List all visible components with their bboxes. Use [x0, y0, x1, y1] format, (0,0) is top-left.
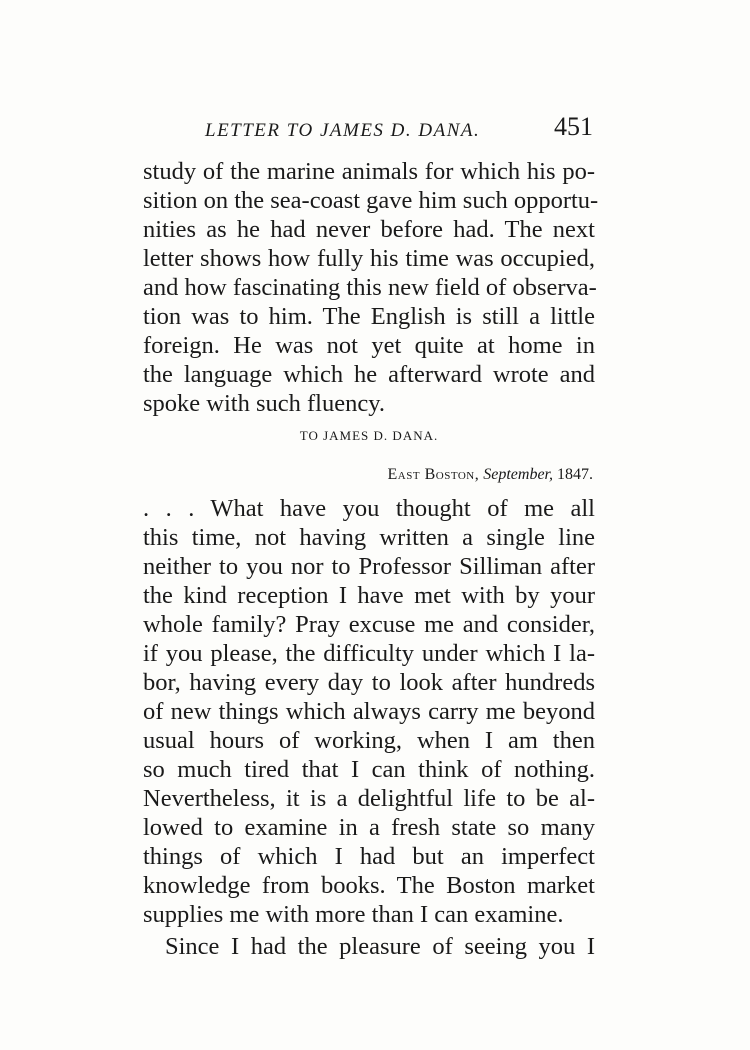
- text-line: Nevertheless, it is a delightful life to be al-: [143, 785, 595, 812]
- text-line: usual hours of working, when I am then: [143, 727, 595, 754]
- dateline-place: East Boston,: [387, 466, 480, 483]
- text-line: supplies me with more than I can examine.: [143, 901, 564, 928]
- text-line: if you please, the difficulty under which I la-: [143, 640, 595, 667]
- page-header: [143, 112, 595, 148]
- text-line: tion was to him. The English is still a little: [143, 303, 595, 330]
- letter-heading: TO JAMES D. DANA.: [299, 428, 439, 443]
- text-line: lowed to examine in a fresh state so many: [143, 814, 595, 841]
- page-number: 451: [554, 112, 593, 141]
- text-line: Since I had the pleasure of seeing you I: [165, 933, 595, 960]
- dateline-year: 1847.: [557, 466, 593, 483]
- text-line: study of the marine animals for which his po-: [143, 158, 595, 185]
- text-line: things of which I had but an imperfect: [143, 843, 595, 870]
- text-line: nities as he had never before had. The next: [143, 216, 595, 243]
- text-line: and how fascinating this new field of observa-: [143, 274, 597, 301]
- text-line: spoke with such fluency.: [143, 390, 385, 417]
- text-line: neither to you nor to Professor Silliman after: [143, 553, 595, 580]
- text-line: the kind reception I have met with by your: [143, 582, 595, 609]
- text-line: the language which he afterward wrote and: [143, 361, 595, 388]
- text-line: whole family? Pray excuse me and consider,: [143, 611, 595, 638]
- text-line: knowledge from books. The Boston market: [143, 872, 595, 899]
- running-head: LETTER TO JAMES D. DANA.: [205, 120, 481, 141]
- text-line: of new things which always carry me beyond: [143, 698, 595, 725]
- text-line: letter shows how fully his time was occupied,: [143, 245, 595, 272]
- text-line: foreign. He was not yet quite at home in: [143, 332, 595, 359]
- dateline-month: September,: [483, 466, 553, 483]
- text-line: this time, not having written a single line: [143, 524, 595, 551]
- text-line: sition on the sea-coast gave him such opportu-: [143, 187, 599, 214]
- text-line: . . . What have you thought of me all: [143, 495, 595, 522]
- text-line: so much tired that I can think of nothing.: [143, 756, 595, 783]
- letter-dateline: [388, 466, 593, 484]
- text-line: bor, having every day to look after hundreds: [143, 669, 595, 696]
